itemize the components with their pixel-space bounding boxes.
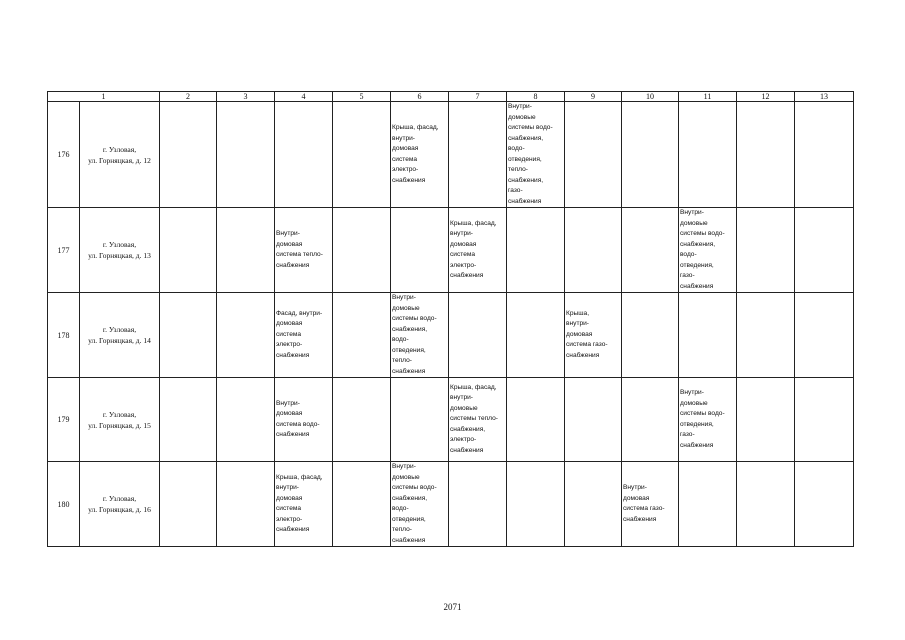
cell-col-7 <box>449 102 507 208</box>
column-header-4: 4 <box>275 92 333 102</box>
address-text: г. Узловая, ул. Горняцкая, д. 16 <box>88 494 151 514</box>
cell-col-13 <box>795 208 854 293</box>
cell-col-7: Крыша, фасад, внутри- домовая система электро- снабжения <box>449 208 507 293</box>
cell-col-7: Крыша, фасад, внутри- домовые системы тепло- снабжения, электро- снабжения <box>449 378 507 462</box>
column-header-9: 9 <box>565 92 622 102</box>
address-text: г. Узловая, ул. Горняцкая, д. 15 <box>88 409 151 430</box>
column-header-8: 8 <box>507 92 565 102</box>
cell-col-2 <box>160 208 217 293</box>
cell-col-11 <box>679 462 737 547</box>
cell-col-12 <box>737 208 795 293</box>
cell-col-9 <box>565 208 622 293</box>
column-header-10: 10 <box>622 92 679 102</box>
cell-col-10 <box>622 378 679 462</box>
cell-col-4: Внутри- домовая система тепло- снабжения <box>275 208 333 293</box>
cell-col-11 <box>679 102 737 208</box>
cell-col-4: Фасад, внутри- домовая система электро- снабжения <box>275 293 333 378</box>
cell-col-13 <box>795 293 854 378</box>
cell-col-4 <box>275 102 333 208</box>
cell-col-9 <box>565 102 622 208</box>
row-number: 178 <box>48 293 80 378</box>
row-address <box>80 208 160 293</box>
column-header-1: 1 <box>48 92 160 102</box>
page-number: 2071 <box>443 602 462 612</box>
cell-col-8: Внутри- домовые системы водо- снабжения, водо- отведения, тепло- снабжения, газо- снабжения <box>507 102 565 208</box>
cell-col-6: Крыша, фасад, внутри- домовая система электро- снабжения <box>391 102 449 208</box>
cell-col-2 <box>160 293 217 378</box>
table-row <box>48 102 854 208</box>
address-text: г. Узловая, ул. Горняцкая, д. 12 <box>88 144 151 165</box>
column-header-7: 7 <box>449 92 507 102</box>
cell-col-6 <box>391 208 449 293</box>
cell-col-7 <box>449 462 507 547</box>
cell-col-9 <box>565 462 622 547</box>
cell-col-10 <box>622 102 679 208</box>
row-address <box>80 293 160 378</box>
cell-col-9 <box>565 378 622 462</box>
cell-col-5 <box>333 293 391 378</box>
cell-col-3 <box>217 293 275 378</box>
column-header-12: 12 <box>737 92 795 102</box>
column-header-6: 6 <box>391 92 449 102</box>
row-number: 177 <box>48 208 80 293</box>
cell-col-5 <box>333 208 391 293</box>
cell-col-9: Крыша, внутри- домовая система газо- снабжения <box>565 293 622 378</box>
cell-col-12 <box>737 378 795 462</box>
address-text: г. Узловая, ул. Горняцкая, д. 14 <box>88 325 151 345</box>
cell-col-5 <box>333 462 391 547</box>
cell-col-2 <box>160 102 217 208</box>
cell-col-8 <box>507 462 565 547</box>
cell-col-3 <box>217 378 275 462</box>
cell-col-4: Крыша, фасад, внутри- домовая система электро- снабжения <box>275 462 333 547</box>
cell-col-5 <box>333 102 391 208</box>
cell-col-8 <box>507 208 565 293</box>
cell-col-6: Внутри- домовые системы водо- снабжения, водо- отведения, тепло- снабжения <box>391 462 449 547</box>
header-row <box>48 92 854 102</box>
row-address <box>80 462 160 547</box>
cell-col-3 <box>217 462 275 547</box>
cell-col-6 <box>391 378 449 462</box>
row-address <box>80 102 160 208</box>
cell-col-10 <box>622 208 679 293</box>
cell-col-10: Внутри- домовая система газо- снабжения <box>622 462 679 547</box>
cell-col-8 <box>507 293 565 378</box>
cell-col-7 <box>449 293 507 378</box>
column-header-5: 5 <box>333 92 391 102</box>
table-row <box>48 293 854 378</box>
row-number: 179 <box>48 378 80 462</box>
cell-col-12 <box>737 102 795 208</box>
column-header-13: 13 <box>795 92 854 102</box>
cell-col-8 <box>507 378 565 462</box>
table-row <box>48 208 854 293</box>
table-row <box>48 378 854 462</box>
cell-col-11 <box>679 293 737 378</box>
address-text: г. Узловая, ул. Горняцкая, д. 13 <box>88 240 151 260</box>
cell-col-11: Внутри- домовые системы водо- отведения, газо- снабжения <box>679 378 737 462</box>
cell-col-2 <box>160 378 217 462</box>
table-row <box>48 462 854 547</box>
column-header-2: 2 <box>160 92 217 102</box>
cell-col-10 <box>622 293 679 378</box>
cell-col-11: Внутри- домовые системы водо- снабжения, водо- отведения, газо- снабжения <box>679 208 737 293</box>
cell-col-13 <box>795 462 854 547</box>
row-number: 176 <box>48 102 80 208</box>
works-schedule-table <box>47 91 854 547</box>
cell-col-12 <box>737 462 795 547</box>
cell-col-13 <box>795 102 854 208</box>
row-number: 180 <box>48 462 80 547</box>
row-address <box>80 378 160 462</box>
column-header-3: 3 <box>217 92 275 102</box>
cell-col-2 <box>160 462 217 547</box>
cell-col-6: Внутри- домовые системы водо- снабжения, водо- отведения, тепло- снабжения <box>391 293 449 378</box>
cell-col-13 <box>795 378 854 462</box>
cell-col-5 <box>333 378 391 462</box>
cell-col-4: Внутри- домовая система водо- снабжения <box>275 378 333 462</box>
cell-col-3 <box>217 208 275 293</box>
cell-col-3 <box>217 102 275 208</box>
cell-col-12 <box>737 293 795 378</box>
column-header-11: 11 <box>679 92 737 102</box>
